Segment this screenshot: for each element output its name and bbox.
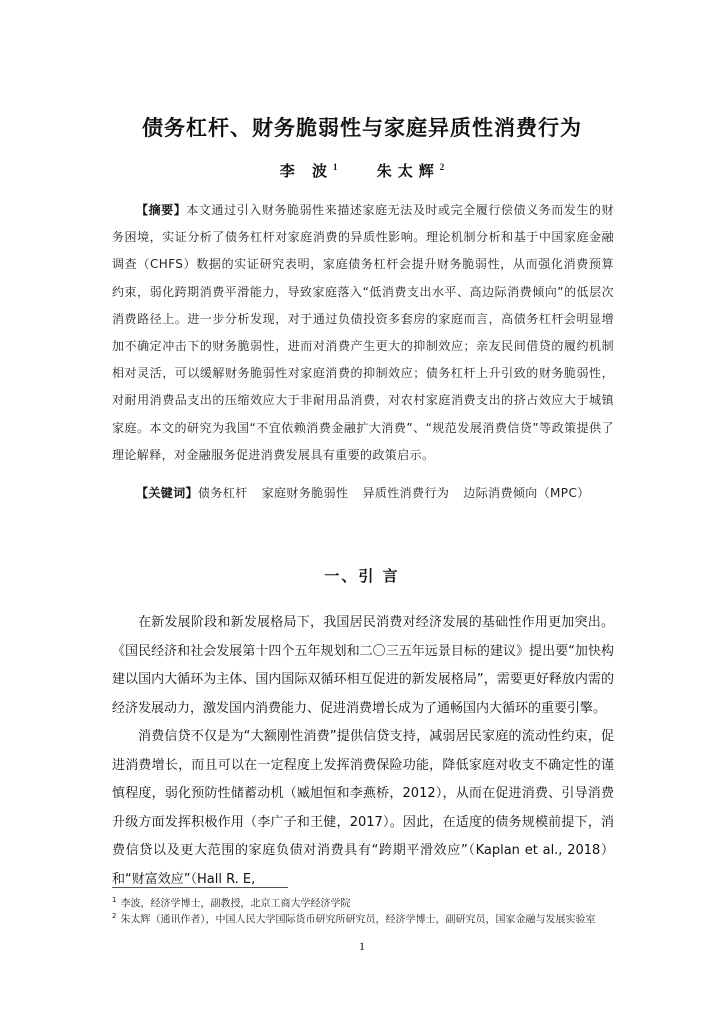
page-number: 1	[359, 939, 365, 953]
section-heading-introduction: 一、引 言	[324, 567, 400, 585]
abstract-text: 本文通过引入财务脆弱性来描述家庭无法及时或完全履行偿债义务而发生的财务困境，实证分析了债务杠杆对家庭消费的异质性影响。理论机制分析和基于中国家庭金融调查（CHFS）数据的实证研究表明，家庭债务杠杆会提升财务脆弱性，从而强化消费预算约束，弱化跨期消费平滑能力，导致家庭落入“低消费支出水平、高边际消费倾向”的低层次消费路径上。进一步分析发现，对于通过负债投资多套房的家庭而言，高债务杠杆会明显增加不确定冲击下的财务脆弱性，进而对消费产生更大的抑制效应；亲友民间借贷的履约机制相对灵活，可以缓解财务脆弱性对家庭消费的抑制效应；债务杠杆上升引致的财务脆弱性，对耐用消费品支出的压缩效应大于非耐用品消费，对农村家庭消费支出的挤占效应大于城镇家庭。本文的研究为我国“不宜依赖消费金融扩大消费”、“规范发展消费信贷”等政策提供了理论解释，对金融服务促进消费发展具有重要的政策启示。	[112, 203, 614, 462]
footnote-2-mark: 2	[112, 912, 117, 920]
keywords-label: 【关键词】	[136, 486, 199, 500]
footnote-divider	[112, 887, 288, 888]
abstract-label: 【摘要】	[136, 203, 187, 217]
body-paragraph-1: 在新发展阶段和新发展格局下，我国居民消费对经济发展的基础性作用更加突出。《国民经济和社会发展第十四个五年规划和二〇三五年远景目标的建议》提出要“加快构建以国内大循环为主体、国内国际双循环相互促进的新发展格局”，需要更好释放内需的经济发展动力，激发国内消费能力、促进消费增长成为了通畅国内大循环的重要引擎。	[112, 615, 614, 716]
body-paragraph-2: 消费信贷不仅是为“大额刚性消费”提供信贷支持，减弱居民家庭的流动性约束，促进消费增长，而且可以在一定程度上发挥消费保险功能，降低家庭对收支不确定性的谨慎程度，弱化预防性储蓄动机（臧旭恒和李燕桥，2012），从而在促进消费、引导消费升级方面发挥积极作用（李广子和王健，2017）。因此，在适度的债务规模前提下，消费信贷以及更大范围的家庭负债对消费具有“跨期平滑效应”（Kaplan et al., 2018）和“财富效应”（Hall R. E,	[112, 729, 614, 887]
author-line	[0, 160, 724, 181]
footnote-1-mark: 1	[112, 896, 117, 904]
keyword-3: 异质性消费行为	[362, 486, 450, 500]
keyword-2: 家庭财务脆弱性	[261, 486, 349, 500]
author-2-footnote-mark: 2	[439, 162, 445, 172]
abstract	[112, 197, 614, 469]
keyword-1: 债务杠杆	[198, 486, 248, 500]
author-1-name: 李 波	[279, 162, 333, 180]
author-2	[377, 160, 445, 181]
author-1	[280, 160, 338, 181]
keywords	[136, 484, 616, 501]
author-1-footnote-mark: 1	[332, 162, 338, 172]
footnote-2	[112, 909, 614, 927]
author-2-name: 朱太辉	[376, 162, 440, 180]
footnote-1-text: 李波，经济学博士，副教授，北京工商大学经济学院	[120, 898, 351, 910]
paper-title: 债务杠杆、财务脆弱性与家庭异质性消费行为	[142, 116, 582, 140]
keyword-4: 边际消费倾向（MPC）	[463, 486, 590, 500]
footnote-2-text: 朱太辉（通讯作者），中国人民大学国际货币研究所研究员，经济学博士，副研究员，国家金融与发展实验室	[120, 914, 596, 926]
